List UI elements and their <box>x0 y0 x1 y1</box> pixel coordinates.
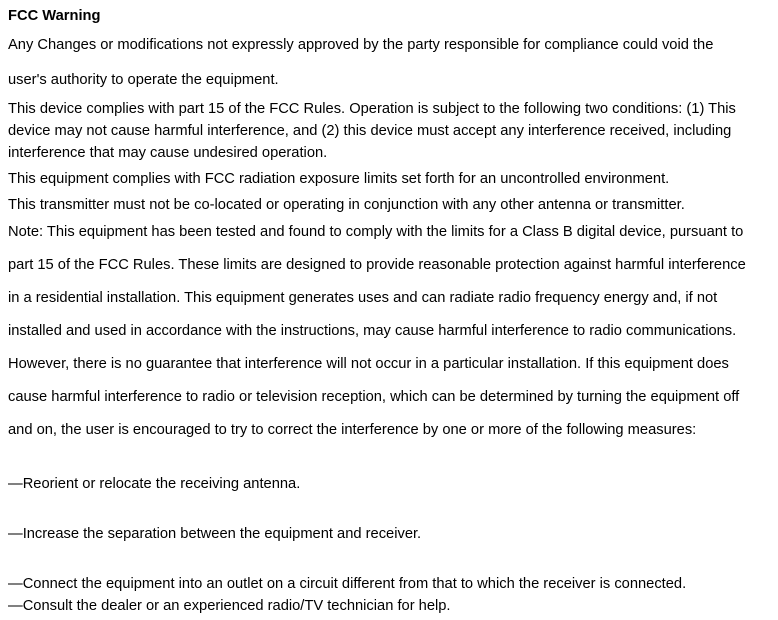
text-line: Any Changes or modifications not expressly approved by the party responsible for compliance could void the <box>8 37 714 53</box>
text-line: cause harmful interference to radio or television reception, which can be determined by turning the equipment off <box>8 389 740 405</box>
text-line: part 15 of the FCC Rules. These limits are designed to provide reasonable protection against harmful interference <box>8 257 746 273</box>
text-line: —Reorient or relocate the receiving antenna. <box>8 476 301 492</box>
paragraph-colocation <box>8 194 770 216</box>
text-line: —Increase the separation between the equipment and receiver. <box>8 526 422 542</box>
text-line: user's authority to operate the equipment. <box>8 72 279 88</box>
document-title: FCC Warning <box>8 8 101 24</box>
paragraph-class-b-note <box>8 216 770 447</box>
text-line: Note: This equipment has been tested and found to comply with the limits for a Class B digital device, pursuant to <box>8 224 744 240</box>
text-line: This equipment complies with FCC radiation exposure limits set forth for an uncontrolled environment. <box>8 171 670 187</box>
text-line: device may not cause harmful interference, and (2) this device must accept any interference received, including <box>8 123 732 139</box>
measure-increase-separation <box>8 523 770 545</box>
measure-reorient-antenna <box>8 473 770 495</box>
text-line: in a residential installation. This equipment generates uses and can radiate radio frequency energy and, if not <box>8 290 718 306</box>
text-line: However, there is no guarantee that interference will not occur in a particular installation. If this equipment does <box>8 356 729 372</box>
text-line: interference that may cause undesired operation. <box>8 145 328 161</box>
paragraph-part15-conditions <box>8 98 770 164</box>
text-line: This device complies with part 15 of the FCC Rules. Operation is subject to the following two conditions: (1) This <box>8 101 736 117</box>
measure-consult-dealer <box>8 595 770 617</box>
text-line: This transmitter must not be co-located or operating in conjunction with any other antenna or transmitter. <box>8 197 685 213</box>
paragraph-modifications-warning <box>8 28 770 98</box>
measure-connect-outlet <box>8 573 770 595</box>
text-line: —Consult the dealer or an experienced radio/TV technician for help. <box>8 598 451 614</box>
text-line: installed and used in accordance with the instructions, may cause harmful interference to radio communications. <box>8 323 737 339</box>
paragraph-rf-exposure <box>8 168 770 190</box>
text-line: and on, the user is encouraged to try to correct the interference by one or more of the following measures: <box>8 422 697 438</box>
text-line: —Connect the equipment into an outlet on a circuit different from that to which the receiver is connected. <box>8 576 687 592</box>
